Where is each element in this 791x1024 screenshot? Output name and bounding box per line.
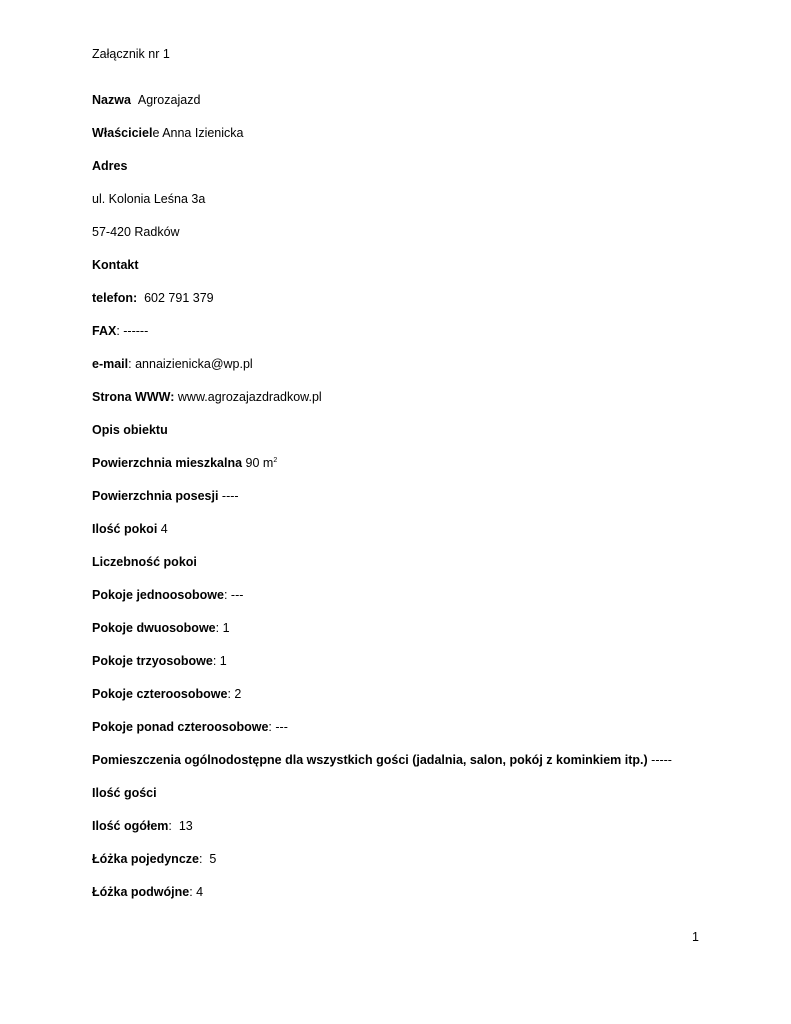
liczebnosc-label: Liczebność pokoi (92, 555, 197, 569)
ilosc-pokoi-value: 4 (160, 522, 168, 536)
email-row (92, 355, 742, 388)
adres-row (92, 157, 742, 190)
nazwa-row (92, 91, 742, 124)
ilosc-pokoi-row (92, 520, 742, 553)
pokoje-3-label: Pokoje trzyosobowe (92, 654, 213, 668)
pokoje-1-label: Pokoje jednoosobowe (92, 588, 224, 602)
ilosc-gosci-row (92, 784, 742, 817)
pokoje-2-value: : 1 (215, 621, 230, 635)
pokoje-4-row (92, 685, 742, 718)
pokoje-2-row (92, 619, 742, 652)
adres-city: 57-420 Radków (92, 225, 180, 239)
fax-value: : ------ (116, 324, 149, 338)
ilosc-ogolem-row (92, 817, 742, 850)
adres-street: ul. Kolonia Leśna 3a (92, 192, 206, 206)
form-body (92, 91, 742, 916)
telefon-row (92, 289, 742, 322)
liczebnosc-row (92, 553, 742, 586)
lozka-podwojne-label: Łóżka podwójne (92, 885, 190, 899)
adres-line2-row (92, 223, 742, 256)
pow-mieszkalna-label: Powierzchnia mieszkalna (92, 456, 243, 470)
pokoje-2-label: Pokoje dwuosobowe (92, 621, 216, 635)
lozka-pojedyncze-value: : 5 (198, 852, 217, 866)
lozka-pojedyncze-row (92, 850, 742, 883)
attachment-header: Załącznik nr 1 (92, 47, 170, 61)
pokoje-4-label: Pokoje czteroosobowe (92, 687, 228, 701)
pow-posesji-row (92, 487, 742, 520)
page-number: 1 (692, 930, 699, 944)
adres-label: Adres (92, 159, 128, 173)
lozka-pojedyncze-label: Łóżka pojedyncze (92, 852, 199, 866)
pokoje-3-value: : 1 (212, 654, 227, 668)
www-label: Strona WWW: (92, 390, 175, 404)
pomieszczenia-label: Pomieszczenia ogólnodostępne dla wszystkich gości (jadalnia, salon, pokój z kominkiem itp.) (92, 753, 648, 767)
www-row (92, 388, 742, 421)
pow-posesji-label: Powierzchnia posesji (92, 489, 219, 503)
fax-label: FAX (92, 324, 117, 338)
opis-row (92, 421, 742, 454)
pow-mieszkalna-row (92, 454, 742, 487)
ilosc-gosci-label: Ilość gości (92, 786, 157, 800)
lozka-podwojne-value: : 4 (189, 885, 204, 899)
www-value: www.agrozajazdradkow.pl (177, 390, 322, 404)
pokoje-5-row (92, 718, 742, 751)
ilosc-ogolem-value: : 13 (168, 819, 193, 833)
telefon-value: 602 791 379 (144, 291, 214, 305)
pow-mieszkalna-sup: 2 (273, 456, 278, 464)
email-label: e-mail (92, 357, 129, 371)
kontakt-label: Kontakt (92, 258, 139, 272)
wlasciciel-value: e Anna Izienicka (152, 126, 244, 140)
email-value: : annaizienicka@wp.pl (128, 357, 253, 371)
adres-line1-row (92, 190, 742, 223)
pokoje-1-row (92, 586, 742, 619)
pokoje-4-value: : 2 (227, 687, 242, 701)
pokoje-5-label: Pokoje ponad czteroosobowe (92, 720, 269, 734)
telefon-label: telefon: (92, 291, 138, 305)
pomieszczenia-value: ----- (651, 753, 672, 767)
pomieszczenia-row (92, 751, 742, 784)
pokoje-1-value: : --- (223, 588, 244, 602)
pow-mieszkalna-value: 90 m (245, 456, 274, 470)
nazwa-label: Nazwa (92, 93, 131, 107)
wlasciciel-label: Właściciel (92, 126, 153, 140)
ilosc-pokoi-label: Ilość pokoi (92, 522, 158, 536)
nazwa-value: Agrozajazd (137, 93, 201, 107)
ilosc-ogolem-label: Ilość ogółem (92, 819, 169, 833)
fax-row (92, 322, 742, 355)
lozka-podwojne-row (92, 883, 742, 916)
kontakt-row (92, 256, 742, 289)
wlasciciel-row (92, 124, 742, 157)
pokoje-3-row (92, 652, 742, 685)
pokoje-5-value: : --- (268, 720, 288, 734)
opis-label: Opis obiektu (92, 423, 168, 437)
pow-posesji-value: ---- (221, 489, 239, 503)
